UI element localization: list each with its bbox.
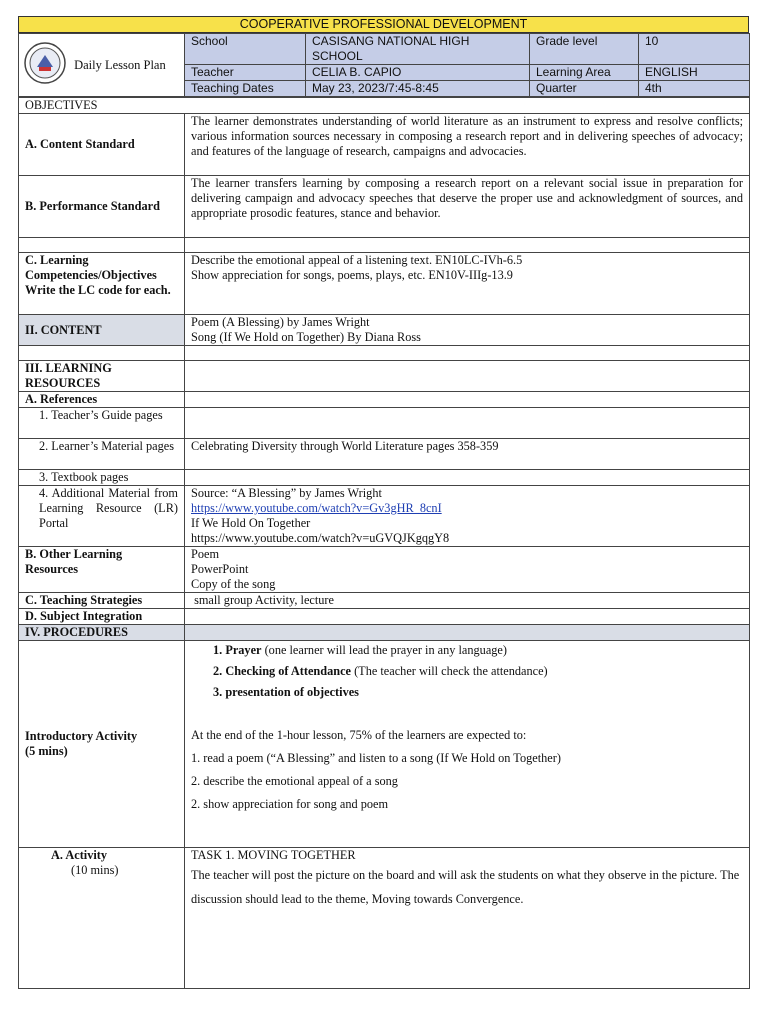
quarter-label: Quarter [530, 81, 639, 97]
learners-material-value: Celebrating Diversity through World Literature pages 358-359 [185, 439, 750, 470]
teaching-strategies-label: C. Teaching Strategies [19, 593, 185, 609]
task-title: TASK 1. MOVING TOGETHER [191, 848, 356, 862]
poem-video-link[interactable]: https://www.youtube.com/watch?v=Gv3gHR_8cnI [191, 501, 442, 515]
objective-1: 1. read a poem (“A Blessing” and listen to a song (If We Hold on Together) [191, 751, 561, 765]
learning-resources-heading: III. LEARNING RESOURCES [19, 361, 185, 392]
prayer-number: 1. [213, 643, 223, 657]
content-standard-text: The learner demonstrates understanding of world literature as an instrument to express and resolve conflicts; various information sources necessary in composing a research report and in delivering speeches of advocacy; and features of the language of research, campaigns and advocacies. [185, 114, 750, 176]
other-resource-item: Poem [191, 547, 220, 561]
prayer-title: Prayer [225, 643, 262, 657]
blank-row-cell [19, 346, 185, 361]
blank-row-cell [185, 346, 750, 361]
subject-integration-label: D. Subject Integration [19, 609, 185, 625]
header-logo-cell [19, 34, 185, 97]
learners-material-label: 2. Learner’s Material pages [19, 439, 185, 470]
prayer-note: (one learner will lead the prayer in any language) [261, 643, 507, 657]
attendance-note: (The teacher will check the attendance) [351, 664, 548, 678]
attendance-number: 2. [213, 664, 223, 678]
lesson-plan-document [18, 16, 749, 989]
activity-cell [185, 848, 750, 989]
teacher-value: CELIA B. CAPIO [306, 65, 530, 81]
other-resource-item: PowerPoint [191, 562, 249, 576]
blank-row-cell [19, 238, 185, 253]
objectives-heading: OBJECTIVES [19, 98, 750, 114]
other-resource-item: Copy of the song [191, 577, 276, 591]
blank-cell [185, 392, 750, 408]
references-label: A. References [19, 392, 185, 408]
additional-material-label: 4. Additional Material from Learning Resource (LR) Portal [19, 486, 185, 547]
presentation-number: 3. [213, 685, 223, 699]
learning-area-label: Learning Area [530, 65, 639, 81]
expectation-text: At the end of the 1-hour lesson, 75% of the learners are expected to: [191, 728, 527, 742]
document-title: COOPERATIVE PROFESSIONAL DEVELOPMENT [18, 16, 749, 33]
introductory-activity-title: Introductory Activity [25, 729, 138, 743]
blank-cell [185, 609, 750, 625]
quarter-value: 4th [639, 81, 750, 97]
daily-lesson-plan-label: Daily Lesson Plan [74, 57, 166, 72]
blank-row-cell [185, 238, 750, 253]
grade-value: 10 [639, 34, 750, 65]
activity-title: A. Activity [51, 848, 108, 862]
teaching-dates-label: Teaching Dates [185, 81, 306, 97]
header-table [18, 33, 750, 97]
school-label: School [185, 34, 306, 65]
blank-cell [185, 408, 750, 439]
blank-cell [185, 625, 750, 641]
performance-standard-label: B. Performance Standard [19, 176, 185, 238]
textbook-pages-label: 3. Textbook pages [19, 470, 185, 486]
school-value: CASISANG NATIONAL HIGH SCHOOL [306, 34, 530, 65]
lesson-body-table [18, 97, 750, 989]
teachers-guide-label: 1. Teacher’s Guide pages [19, 408, 185, 439]
attendance-item [213, 664, 743, 679]
content-line-1: Poem (A Blessing) by James Wright [191, 315, 370, 329]
activity-label-cell [19, 848, 185, 989]
objective-2: 2. describe the emotional appeal of a song [191, 774, 398, 788]
additional-material-cell [185, 486, 750, 547]
content-cell [185, 315, 750, 346]
blank-cell [185, 361, 750, 392]
deped-seal-icon [23, 41, 67, 89]
prayer-item [213, 643, 743, 658]
other-resources-cell [185, 547, 750, 593]
attendance-title: Checking of Attendance [225, 664, 352, 678]
performance-standard-text: The learner transfers learning by composing a research report on a relevant social issue in preparation for delivering campaign and advocacy speeches that deserve the proper use and acknowledgment of sources, and appropriate prosodic features, stance and behavior. [185, 176, 750, 238]
grade-label: Grade level [530, 34, 639, 65]
procedures-heading: IV. PROCEDURES [19, 625, 185, 641]
song-title: If We Hold On Together [191, 516, 311, 530]
task-text: The teacher will post the picture on the board and will ask the students on what they observe in the picture. The discussion should lead to the theme, Moving towards Convergence. [191, 868, 740, 906]
song-video-link[interactable]: https://www.youtube.com/watch?v=uGVQJKgqgY8 [191, 531, 450, 545]
teaching-strategies-value: small group Activity, lecture [185, 593, 750, 609]
presentation-item [213, 685, 743, 700]
competency-line-2: Show appreciation for songs, poems, plays, etc. EN10V-IIIg-13.9 [191, 268, 513, 282]
poem-source: Source: “A Blessing” by James Wright [191, 486, 382, 500]
introductory-activity-time: (5 mins) [25, 744, 68, 758]
presentation-title: presentation of objectives [225, 685, 359, 699]
blank-cell [185, 470, 750, 486]
teacher-label: Teacher [185, 65, 306, 81]
teaching-dates-value: May 23, 2023/7:45-8:45 [306, 81, 530, 97]
content-line-2: Song (If We Hold on Together) By Diana Ross [191, 330, 421, 344]
content-label: II. CONTENT [19, 315, 185, 346]
competencies-label: C. Learning Competencies/Objectives Write the LC code for each. [19, 253, 185, 315]
content-standard-label: A. Content Standard [19, 114, 185, 176]
activity-time: (10 mins) [71, 863, 119, 877]
objective-3: 2. show appreciation for song and poem [191, 797, 389, 811]
competency-line-1: Describe the emotional appeal of a listening text. EN10LC-IVh-6.5 [191, 253, 523, 267]
competencies-cell [185, 253, 750, 315]
introductory-activity-label [19, 641, 185, 848]
other-resources-label: B. Other Learning Resources [19, 547, 185, 593]
introductory-activity-cell [185, 641, 750, 848]
learning-area-value: ENGLISH [639, 65, 750, 81]
